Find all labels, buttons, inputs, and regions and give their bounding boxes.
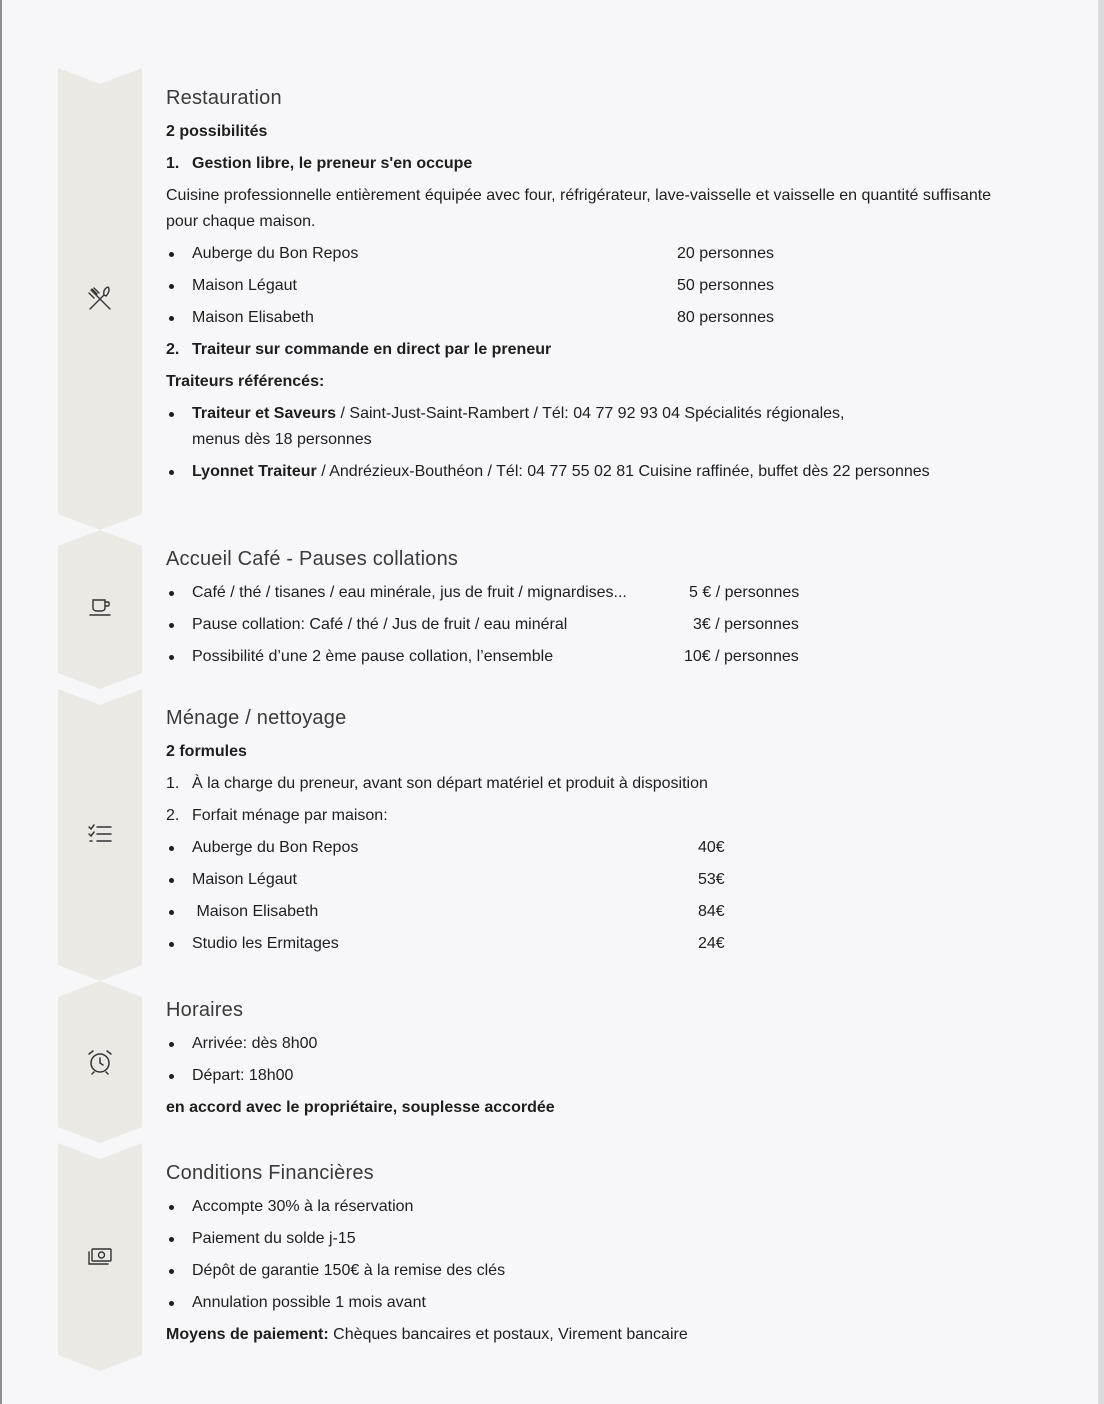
bullet	[169, 910, 174, 915]
list-item: Dépôt de garantie 150€ à la remise des clés	[166, 1258, 1066, 1284]
bullet	[169, 1237, 174, 1242]
subtitle: 2 possibilités	[166, 123, 268, 140]
subtitle: 2 formules	[166, 743, 247, 760]
bullet	[169, 846, 174, 851]
list-item: Possibilité d’une 2 ème pause collation, l’ensemble 10€ / personnes	[166, 644, 1066, 670]
list-item: Maison Légaut 53€	[166, 867, 1066, 893]
bullet	[169, 942, 174, 947]
bullet	[169, 284, 174, 289]
list-item: Arrivée: dès 8h00	[166, 1031, 1066, 1057]
section-restauration	[166, 85, 1066, 491]
page-frame-left	[0, 0, 2, 1404]
list-item: Lyonnet Traiteur / Andrézieux-Bouthéon / Tél: 04 77 55 02 81 Cuisine raffinée, buffet dès 22 personnes	[166, 459, 1066, 485]
list-item: Accompte 30% à la réservation	[166, 1194, 1066, 1220]
bullet	[169, 316, 174, 321]
rail-conditions	[58, 1143, 142, 1371]
bullet	[169, 412, 174, 417]
bullet	[169, 1074, 174, 1079]
cutlery-icon	[86, 285, 114, 313]
rail-accueil	[58, 530, 142, 689]
list-item: Studio les Ermitages 24€	[166, 931, 1066, 957]
list-item: Auberge du Bon Repos 20 personnes	[166, 241, 1066, 267]
section-horaires	[166, 997, 1066, 1127]
bullet	[169, 470, 174, 475]
section-title: Ménage / nettoyage	[166, 707, 347, 729]
bullet	[169, 591, 174, 596]
bullet	[169, 1042, 174, 1047]
bullet	[169, 1269, 174, 1274]
list-item: Traiteur et Saveurs / Saint-Just-Saint-Rambert / Tél: 04 77 92 93 04 Spécialités régionales, menus dès 18 personnes	[166, 401, 872, 453]
bullet	[169, 252, 174, 257]
bullet	[169, 1205, 174, 1210]
numbered-item: 1. À la charge du preneur, avant son départ matériel et produit à disposition	[166, 775, 708, 792]
rail-horaires	[58, 981, 142, 1143]
note: en accord avec le propriétaire, souplesse accordée	[166, 1099, 555, 1116]
section-conditions	[166, 1160, 1066, 1354]
list-item: Paiement du solde j-15	[166, 1226, 1066, 1252]
list-item: Départ: 18h00	[166, 1063, 1066, 1089]
coffee-cup-icon	[86, 593, 114, 621]
section-menage	[166, 705, 1066, 963]
list-item: Auberge du Bon Repos 40€	[166, 835, 1066, 861]
list-item: Maison Légaut 50 personnes	[166, 273, 1066, 299]
section-title: Restauration	[166, 87, 282, 109]
list-item: Café / thé / tisanes / eau minérale, jus de fruit / mignardises... 5 € / personnes	[166, 580, 1066, 606]
bullet	[169, 623, 174, 628]
numbered-item: 2. Forfait ménage par maison:	[166, 807, 388, 824]
caterers-title: Traiteurs référencés:	[166, 373, 325, 390]
numbered-item: 2. Traiteur sur commande en direct par le preneur	[166, 341, 552, 358]
rail-restauration	[58, 68, 142, 530]
bullet	[169, 1301, 174, 1306]
list-item: Maison Elisabeth 84€	[166, 899, 1066, 925]
bullet	[169, 878, 174, 883]
alarm-clock-icon	[86, 1048, 114, 1076]
page-frame-right	[1098, 0, 1104, 1404]
bullet	[169, 655, 174, 660]
checklist-icon	[86, 820, 114, 848]
description: Cuisine professionnelle entièrement équipée avec four, réfrigérateur, lave-vaisselle et vaisselle en quantité suffisante pour chaque maison.	[166, 187, 992, 230]
section-title: Accueil Café - Pauses collations	[166, 548, 459, 570]
section-title: Horaires	[166, 999, 244, 1021]
section-accueil	[166, 546, 1066, 676]
list-item: Annulation possible 1 mois avant	[166, 1290, 1066, 1316]
list-item: Maison Elisabeth 80 personnes	[166, 305, 1066, 331]
rail-menage	[58, 689, 142, 981]
section-title: Conditions Financières	[166, 1162, 374, 1184]
money-icon	[86, 1243, 114, 1271]
numbered-item: 1. Gestion libre, le preneur s'en occupe	[166, 155, 473, 172]
payment-methods: Moyens de paiement: Chèques bancaires et postaux, Virement bancaire	[166, 1326, 688, 1343]
list-item: Pause collation: Café / thé / Jus de fruit / eau minéral 3€ / personnes	[166, 612, 1066, 638]
